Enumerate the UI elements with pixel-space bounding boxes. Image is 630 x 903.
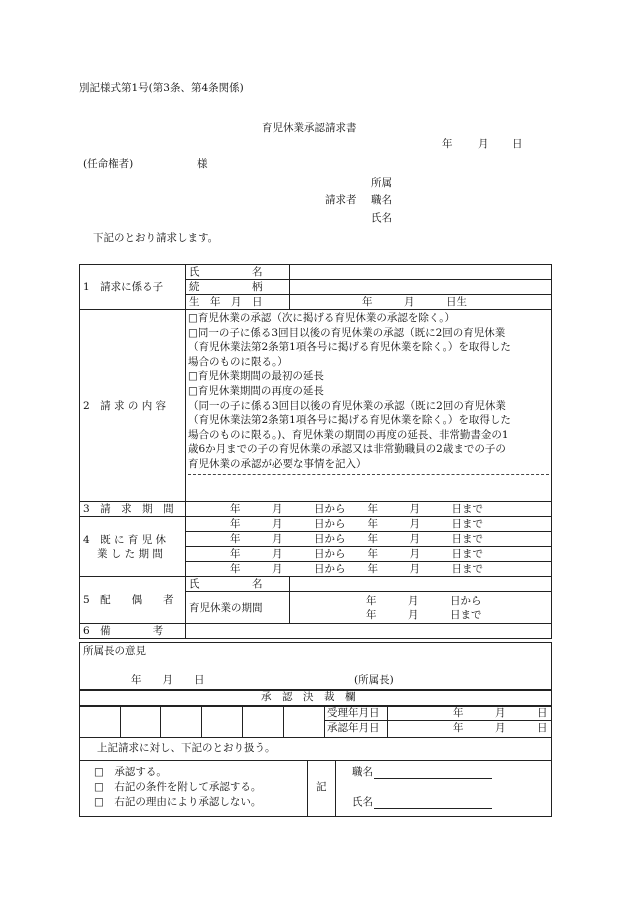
past-section-label: 4 既 に 育 児 休 業 し た 期 間 xyxy=(80,517,186,577)
option-reject[interactable]: □ 右記の理由により承認しない。 xyxy=(94,796,262,808)
past-period-field[interactable]: 年 月 日から 年 月 日まで xyxy=(186,547,552,562)
option-approve-with-conditions[interactable]: □ 右記の条件を附して承認する。 xyxy=(94,781,262,793)
content-field[interactable] xyxy=(186,310,552,502)
content-line: （育児休業法第2条第1項各号に掲げる育児休業を除く。）を取得した xyxy=(188,414,511,427)
name-label: 氏名 xyxy=(371,212,392,224)
handling-text: 上記請求に対し、下記のとおり扱う。 xyxy=(97,742,276,754)
remarks-label: 6 備 考 xyxy=(80,624,186,639)
content-line: （同一の子に係る3回目以後の育児休業の承認（既に2回の育児休業 xyxy=(188,399,506,412)
spouse-name-label: 氏 名 xyxy=(186,577,290,592)
content-line: □育児休業の承認（次に掲げる育児休業の承認を除く。） xyxy=(188,312,455,324)
content-line: （育児休業法第2条第1項各号に掲げる育児休業を除く。）を取得した xyxy=(188,341,511,354)
child-birth-label: 生 年 月 日 xyxy=(186,295,290,310)
received-date-label: 受理年月日 xyxy=(327,707,380,719)
form-reference: 別記様式第1号(第3条、第4条関係) xyxy=(79,82,244,94)
date-year: 年 xyxy=(442,138,453,150)
past-period-field[interactable]: 年 月 日から 年 月 日まで xyxy=(186,532,552,547)
appointer-label: (任命権者) xyxy=(83,158,134,170)
date-day: 日 xyxy=(512,138,523,150)
intro-text: 下記のとおり請求します。 xyxy=(93,232,219,244)
period-field[interactable] xyxy=(186,502,552,517)
received-date-field[interactable]: 年 月 日 xyxy=(453,707,548,719)
period-to: 年 月 日まで xyxy=(367,503,483,515)
content-line: □育児休業期間の最初の延長 xyxy=(188,370,324,383)
approver-position-line[interactable] xyxy=(374,778,492,779)
affiliation-label: 所属 xyxy=(371,177,392,189)
content-line: 育児休業の承認が必要な事情を記入） xyxy=(188,457,367,470)
child-relation-label: 続 柄 xyxy=(186,280,290,295)
requester-label: 請求者 xyxy=(325,194,357,206)
option-approve[interactable]: □ 承認する。 xyxy=(94,766,167,778)
superior-date: 年 月 日 xyxy=(131,674,205,686)
position-label: 職名 xyxy=(371,194,392,206)
approver-name-label: 氏名 xyxy=(352,796,373,808)
spouse-leave-label: 育児休業の期間 xyxy=(186,592,290,624)
period-section-label: 3 請 求 期 間 xyxy=(80,502,186,517)
superior-opinion-label: 所属長の意見 xyxy=(83,645,146,657)
approved-date-label: 承認年月日 xyxy=(327,722,380,734)
past-period-field[interactable]: 年 月 日から 年 月 日まで xyxy=(186,562,552,577)
date-month: 月 xyxy=(478,138,489,150)
approved-date-field[interactable]: 年 月 日 xyxy=(453,722,548,734)
spouse-leave-field[interactable]: 年 月 日から 年 月 日まで xyxy=(290,592,552,624)
content-line: 場合のものに限る。） xyxy=(188,355,288,368)
child-name-field[interactable] xyxy=(290,265,552,280)
superior-signature: (所属長) xyxy=(354,674,394,686)
content-reason-divider xyxy=(188,474,549,497)
content-line: □同一の子に係る3回目以後の育児休業の承認（既に2回の育児休業 xyxy=(188,326,506,339)
note-label: 記 xyxy=(316,781,327,793)
child-birth-field[interactable]: 年 月 日生 xyxy=(290,295,552,310)
content-line: □育児休業期間の再度の延長 xyxy=(188,384,324,397)
child-section-label: 1 請求に係る子 xyxy=(80,265,186,310)
appointer-suffix: 様 xyxy=(197,158,208,170)
approval-header-label: 承 認 決 裁 欄 xyxy=(261,691,356,703)
remarks-field[interactable] xyxy=(186,624,552,639)
content-line: 場合のものに限る。)、育児休業の期間の再度の延長、非常勤書金の1 xyxy=(188,428,509,441)
content-line: 歳6か月までの子の育児休業の承認又は非常勤職員の2歳までの子の xyxy=(188,443,506,456)
document-title: 育児休業承認請求書 xyxy=(262,122,357,134)
period-from: 年 月 日から xyxy=(230,503,346,515)
approver-position-label: 職名 xyxy=(352,766,373,778)
past-period-field[interactable]: 年 月 日から 年 月 日まで xyxy=(186,517,552,532)
spouse-section-label: 5 配 偶 者 xyxy=(80,577,186,624)
approver-name-line[interactable] xyxy=(374,808,492,809)
child-name-label: 氏 名 xyxy=(186,265,290,280)
content-section-label: 2 請 求 の 内 容 xyxy=(80,310,186,502)
spouse-name-field[interactable] xyxy=(290,577,552,592)
request-table xyxy=(79,264,552,639)
child-relation-field[interactable] xyxy=(290,280,552,295)
